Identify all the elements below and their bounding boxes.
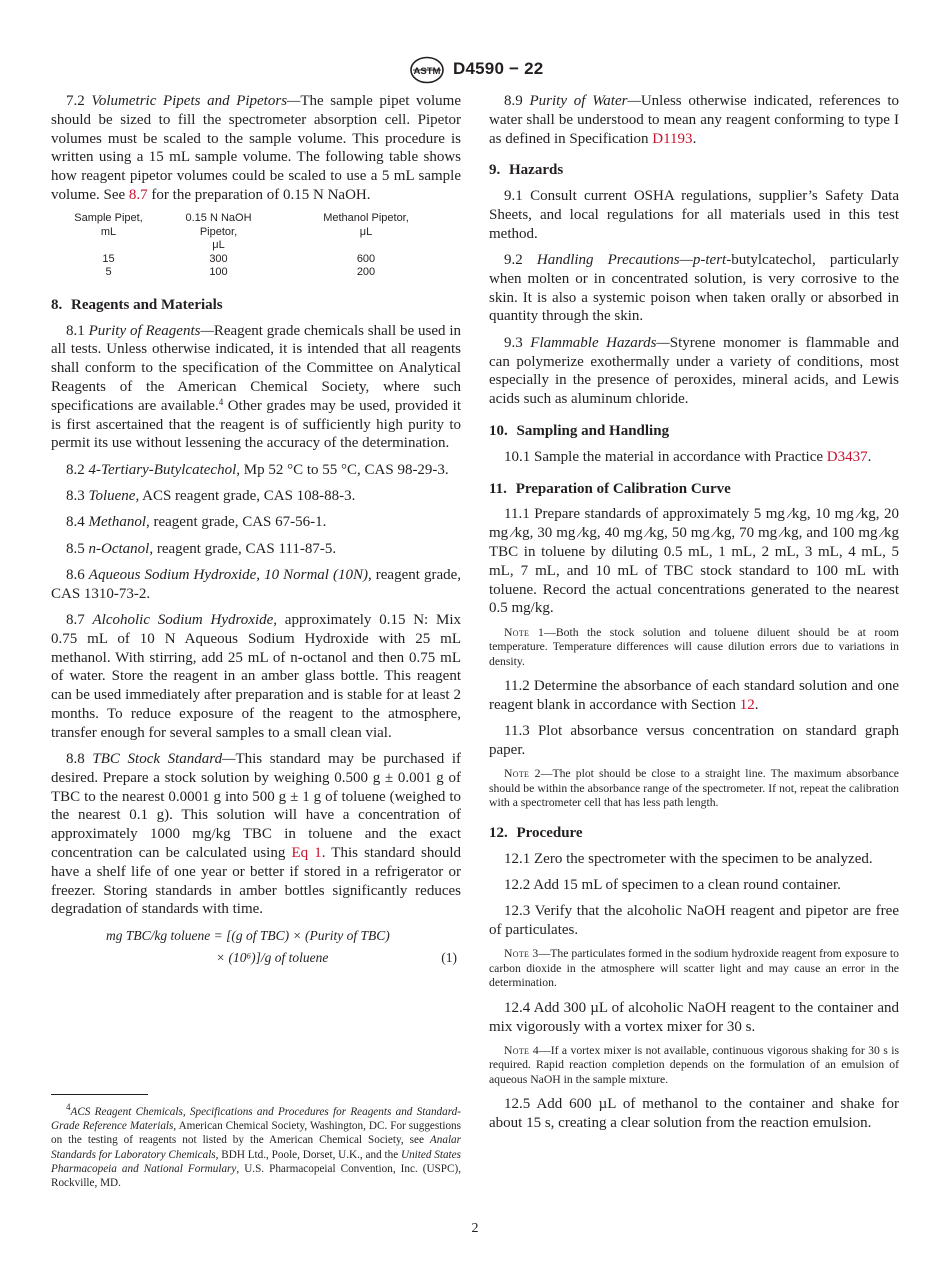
equation-number: (1) (441, 950, 457, 966)
paragraph-12-4: 12.4 Add 300 µL of alcoholic NaOH reagent to the container and mix vigorously with a vortex mixer for 30 s. (489, 999, 899, 1035)
paragraph-11-3: 11.3 Plot absorbance versus concentration on standard graph paper. (489, 723, 899, 759)
left-column (51, 92, 461, 1003)
paragraph-8-8: 8.8 TBC Stock Standard—This standard may be purchased if desired. Prepare a stock solution by weighing 0.500 g ± 0.001 g of TBC to the nearest 0.0001 g into 500 g ± 1 g of toluene (weighed to the nearest 0.1 g). This solution will have a concentration of approximately 1000 mg/kg TBC in toluene and the exact concentration can be calculated using Eq 1. This standard should have a shelf life of one year or better if stored in a refrigerator or freezer. Storing standards in amber bottles significantly reduces degradation of standards with time. (51, 751, 462, 918)
table-row: 15 300 600 (102, 252, 376, 265)
header-sample-pipet: Sample Pipet, mL (74, 212, 143, 238)
link-eq-1[interactable]: Eq 1 (291, 845, 322, 861)
paragraph-8-4: 8.4 Methanol, reagent grade, CAS 67-56-1. (66, 514, 327, 531)
paragraph-9-1: 9.1 Consult current OSHA regulations, supplier’s Safety Data Sheets, and local regulations for all materials used in this test method. (489, 188, 899, 242)
paragraph-11-2: 11.2 Determine the absorbance of each standard solution and one reagent blank in accordance with Section 12. (489, 678, 900, 713)
astm-logo-icon (409, 56, 445, 84)
section-heading-11: 11. Preparation of Calibration Curve (489, 480, 731, 497)
paragraph-12-2: 12.2 Add 15 mL of specimen to a clean round container. (504, 876, 841, 893)
header-naoh-pipetor: 0.15 N NaOH Pipetor, μL (185, 212, 252, 252)
link-d3437[interactable]: D3437 (826, 448, 868, 465)
paragraph-10-1: 10.1 Sample the material in accordance with Practice D3437. (504, 448, 872, 465)
equation-line-1: mg TBC/kg toluene = [(g of TBC) × (Purity of TBC) (106, 928, 390, 944)
section-heading-9: 9. Hazards (489, 162, 564, 179)
paragraph-9-2: 9.2 Handling Precautions—p-tert-butylcatechol, particularly when molten or in concentrated solution, is very corrosive to the skin. It is also a systemic poison when taken orally or absorbed in quantity through the skin. (489, 252, 900, 325)
paragraph-11-1: 11.1 Prepare standards of approximately 5 mg ⁄kg, 10 mg ⁄kg, 20 mg ⁄kg, 30 mg ⁄kg, 40 mg ⁄kg, 50 mg ⁄kg, 70 mg ⁄kg, and 100 mg ⁄kg TBC in toluene by diluting 0.5 mL, 1 mL, 2 mL, 3 mL, 4 mL, 5 mL, 7 mL, and 10 mL of TBC stock standard to 100 mL with toluene. Record the actual concentrations generated to the nearest 0.5 mg/kg. (489, 506, 900, 617)
paragraph-8-2: 8.2 4-Tertiary-Butylcatechol, Mp 52 °C to 55 °C, CAS 98-29-3. (66, 461, 449, 478)
paragraph-8-7: 8.7 Alcoholic Sodium Hydroxide, approximately 0.15 N: Mix 0.75 mL of 10 N Aqueous Sodium Hydroxide with 25 mL methanol. With stirring, add 25 mL of n-octanol and then 0.75 mL of water. Store the reagent in an amber glass bottle. This reagent can be used immediately after preparation and is stable for at least 2 months. To reduce exposure of the reagent to the atmosphere, transfer enough for several samples to a small clean vial. (51, 611, 461, 741)
paragraph-7-2: 7.2 Volumetric Pipets and Pipetors—The sample pipet volume should be sized to fill the spectrometer absorption cell. Pipetor volumes must be scaled to the sample volume. This procedure is written using a 15 mL sample volume. The following table shows how reagent pipetor volumes could be scaled to use a 5 mL sample volume. See 8.7 for the preparation of 0.15 N NaOH. (51, 93, 462, 203)
footnote-4: $^4$ACS Reagent Chemicals, Specifications and Procedures for Reagents and Standard-Grade Reference Materials, American Chemical Society, Washington, DC. For suggestions on the testing of reagents not listed by the American Chemical Society, see Analar Standards for Laboratory Chemicals, BDH Ltd., Poole, Dorset, U.K., and the United States Pharmacopeia and National Formulary, U.S. Pharmacopeial Convention, Inc. (USPC), Rockville, MD. (51, 1102, 461, 1190)
section-heading-10: 10. Sampling and Handling (489, 422, 670, 439)
paragraph-9-3: 9.3 Flammable Hazards—Styrene monomer is flammable and can polymerize exothermally under a variety of conditions, most especially in the presence of peroxides, mineral acids, and Lewis acids such as aluminum chloride. (489, 334, 899, 408)
note-3: Note 3—The particulates formed in the sodium hydroxide reagent from exposure to carbon dioxide in the atmosphere will scatter light and may cause an error in the determination. (489, 947, 899, 990)
paragraph-8-1: 8.1 Purity of Reagents—Reagent grade chemicals shall be used in all tests. Unless otherwise indicated, it is intended that all reagents shall conform to the specification of the Committee on Analytical Reagents of the American Chemical Society, where such specifications are available.$^4$ Other grades may be used, provided it is first ascertained that the reagent is of sufficiently high purity to permit its use without lessening the accuracy of the determination. (51, 322, 462, 452)
paragraph-12-3: 12.3 Verify that the alcoholic NaOH reagent and pipetor are free of particulates. (489, 903, 899, 938)
paragraph-8-6: 8.6 Aqueous Sodium Hydroxide, 10 Normal (10N), reagent grade, CAS 1310-73-2. (51, 566, 462, 602)
section-heading-8: 8. Reagents and Materials (51, 296, 223, 313)
note-2: Note 2—The plot should be close to a straight line. The maximum absorbance should be within the absorbance range of the spectrometer. If not, repeat the calibration with a spectrometer cell that has less path length. (489, 767, 899, 810)
paragraph-8-5: 8.5 n-Octanol, reagent grade, CAS 111-87-5. (66, 540, 337, 557)
link-section-12[interactable]: 12 (739, 696, 755, 713)
equation-1 (51, 927, 461, 973)
footnote-divider (51, 1094, 148, 1095)
paragraph-12-1: 12.1 Zero the spectrometer with the specimen to be analyzed. (504, 850, 873, 867)
pipetor-volume-table (51, 212, 461, 280)
equation-line-2: × (10⁶)]/g of toluene (216, 950, 329, 966)
table-row: 5 100 200 (105, 266, 376, 279)
page-header (0, 56, 950, 84)
footnote-ref-4[interactable]: 4 (218, 396, 224, 407)
table-header-row (51, 212, 461, 253)
link-8-7[interactable]: 8.7 (128, 186, 148, 203)
right-column (489, 92, 899, 1140)
section-heading-12: 12. Procedure (489, 824, 583, 841)
note-4: Note 4—If a vortex mixer is not available, continuous vigorous shaking for 30 s is required. Rapid reaction completion depends on the formulation of an emulsion of aqueous NaOH in the sample mixture. (489, 1043, 899, 1086)
astm-logo-text: ASTM (413, 66, 441, 77)
page-number: 2 (471, 1221, 479, 1236)
note-1: Note 1—Both the stock solution and toluene diluent should be at room temperature. Temperature differences will cause dilution errors due to variations in density. (489, 625, 899, 668)
paragraph-12-5: 12.5 Add 600 µL of methanol to the container and shake for about 15 s, creating a clear solution from the reaction emulsion. (489, 1096, 899, 1132)
header-methanol-pipetor: Methanol Pipetor, μL (323, 212, 409, 238)
paragraph-8-3: 8.3 Toluene, ACS reagent grade, CAS 108-88-3. (66, 487, 356, 504)
link-d1193[interactable]: D1193 (652, 130, 693, 147)
paragraph-8-9: 8.9 Purity of Water—Unless otherwise indicated, references to water shall be understood to mean any reagent conforming to type I as defined in Specification D1193. (489, 93, 900, 147)
document-id: D4590 − 22 (453, 59, 544, 78)
